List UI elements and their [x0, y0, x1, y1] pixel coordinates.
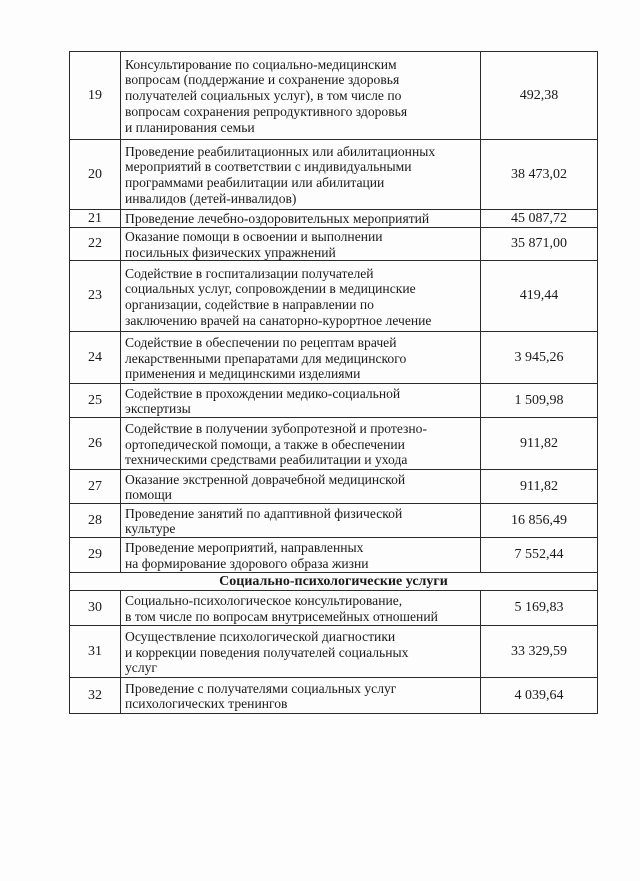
service-name-line: ортопедической помощи, а также в обеспечении: [125, 436, 405, 452]
service-name-line: и коррекции поведения получателей социальных: [125, 644, 409, 660]
tariff-value: 911,82: [481, 418, 598, 470]
row-number: 28: [70, 504, 121, 538]
service-name-line: Консультирование по социально-медицинским: [125, 56, 397, 72]
row-number: 20: [70, 140, 121, 210]
service-name: [121, 261, 481, 332]
service-name-line: Содействие в обеспечении по рецептам врачей: [125, 334, 397, 350]
tariff-value: 16 856,49: [481, 504, 598, 538]
service-name-line: социальных услуг, сопровождении в медицинские: [125, 281, 416, 297]
section-title: Социально-психологические услуги: [70, 573, 598, 591]
service-name-line: лекарственными препаратами для медицинского: [125, 350, 407, 366]
table-body-psychological: [70, 591, 598, 714]
table-row: [70, 678, 598, 714]
service-name-line: Содействие в госпитализации получателей: [125, 265, 374, 281]
tariff-value: 35 871,00: [481, 228, 598, 261]
service-name-line: экспертизы: [125, 401, 191, 417]
service-name-line: в том числе по вопросам внутрисемейных отношений: [125, 608, 438, 624]
service-name: [121, 626, 481, 678]
services-tariff-table: [69, 51, 598, 714]
table-row: [70, 626, 598, 678]
tariff-value: 492,38: [481, 52, 598, 140]
service-name: [121, 418, 481, 470]
table-row: [70, 332, 598, 384]
service-name-line: Проведение занятий по адаптивной физической: [125, 505, 403, 521]
service-name-line: культуре: [125, 521, 176, 537]
row-number: 30: [70, 591, 121, 626]
service-name-line: Содействие в получении зубопротезной и протезно-: [125, 420, 428, 436]
service-name: [121, 538, 481, 573]
service-name-line: организации, содействие в направлении по: [125, 296, 374, 312]
section-header-row: [70, 573, 598, 591]
service-name-line: и планирования семьи: [125, 119, 255, 135]
table-row: [70, 418, 598, 470]
service-name: [121, 470, 481, 504]
service-name: [121, 210, 481, 228]
service-name: [121, 504, 481, 538]
table-row: [70, 470, 598, 504]
service-name-line: Оказание помощи в освоении и выполнении: [125, 229, 383, 244]
service-name-line: получателей социальных услуг), в том числе по: [125, 88, 402, 104]
table-row: [70, 140, 598, 210]
table-row: [70, 504, 598, 538]
service-name-line: вопросам (поддержание и сохранение здоровья: [125, 72, 400, 88]
service-name-line: на формирование здорового образа жизни: [125, 555, 369, 571]
row-number: 25: [70, 384, 121, 418]
service-name-line: посильных физических упражнений: [125, 244, 336, 260]
table-row: [70, 228, 598, 261]
service-name-line: Социально-психологическое консультирование,: [125, 593, 403, 609]
service-name: [121, 384, 481, 418]
service-name-line: вопросам сохранения репродуктивного здоровья: [125, 103, 408, 119]
service-name: [121, 52, 481, 140]
tariff-value: 419,44: [481, 261, 598, 332]
row-number: 26: [70, 418, 121, 470]
table-row: [70, 538, 598, 573]
service-name: [121, 228, 481, 261]
tariff-value: 38 473,02: [481, 140, 598, 210]
service-name-line: мероприятий в соответствии с индивидуальными: [125, 159, 412, 175]
service-name: [121, 591, 481, 626]
service-name-line: применения и медицинскими изделиями: [125, 366, 361, 382]
table-row: [70, 210, 598, 228]
service-name-line: помощи: [125, 487, 172, 503]
service-name-line: Проведение лечебно-оздоровительных мероприятий: [125, 211, 430, 227]
row-number: 27: [70, 470, 121, 504]
service-name-line: программами реабилитации или абилитации: [125, 175, 385, 190]
service-name-line: Проведение с получателями социальных услуг: [125, 680, 397, 696]
row-number: 19: [70, 52, 121, 140]
table-row: [70, 591, 598, 626]
tariff-value: 3 945,26: [481, 332, 598, 384]
row-number: 31: [70, 626, 121, 678]
tariff-value: 4 039,64: [481, 678, 598, 714]
row-number: 29: [70, 538, 121, 573]
service-name-line: Содействие в прохождении медико-социальной: [125, 385, 401, 401]
service-name: [121, 678, 481, 714]
row-number: 32: [70, 678, 121, 714]
table-row: [70, 261, 598, 332]
table-row: [70, 384, 598, 418]
service-name-line: Осуществление психологической диагностики: [125, 628, 396, 644]
tariff-value: 911,82: [481, 470, 598, 504]
table-row: [70, 52, 598, 140]
service-name-line: заключению врачей на санаторно-курортное лечение: [125, 312, 432, 328]
row-number: 24: [70, 332, 121, 384]
tariff-value: 7 552,44: [481, 538, 598, 573]
service-name-line: психологических тренингов: [125, 696, 288, 712]
row-number: 23: [70, 261, 121, 332]
row-number: 22: [70, 228, 121, 261]
service-name-line: услуг: [125, 660, 157, 676]
service-name: [121, 332, 481, 384]
row-number: 21: [70, 210, 121, 228]
service-name-line: инвалидов (детей-инвалидов): [125, 190, 297, 206]
tariff-value: 5 169,83: [481, 591, 598, 626]
service-name-line: техническими средствами реабилитации и ухода: [125, 452, 408, 468]
service-name-line: Оказание экстренной доврачебной медицинской: [125, 471, 406, 487]
service-name: [121, 140, 481, 210]
service-name-line: Проведение мероприятий, направленных: [125, 540, 364, 556]
tariff-value: 1 509,98: [481, 384, 598, 418]
service-name-line: Проведение реабилитационных или абилитационных: [125, 143, 436, 159]
table-body-section: [70, 573, 598, 591]
tariff-value: 45 087,72: [481, 210, 598, 228]
table-body-medical: [70, 52, 598, 573]
tariff-value: 33 329,59: [481, 626, 598, 678]
